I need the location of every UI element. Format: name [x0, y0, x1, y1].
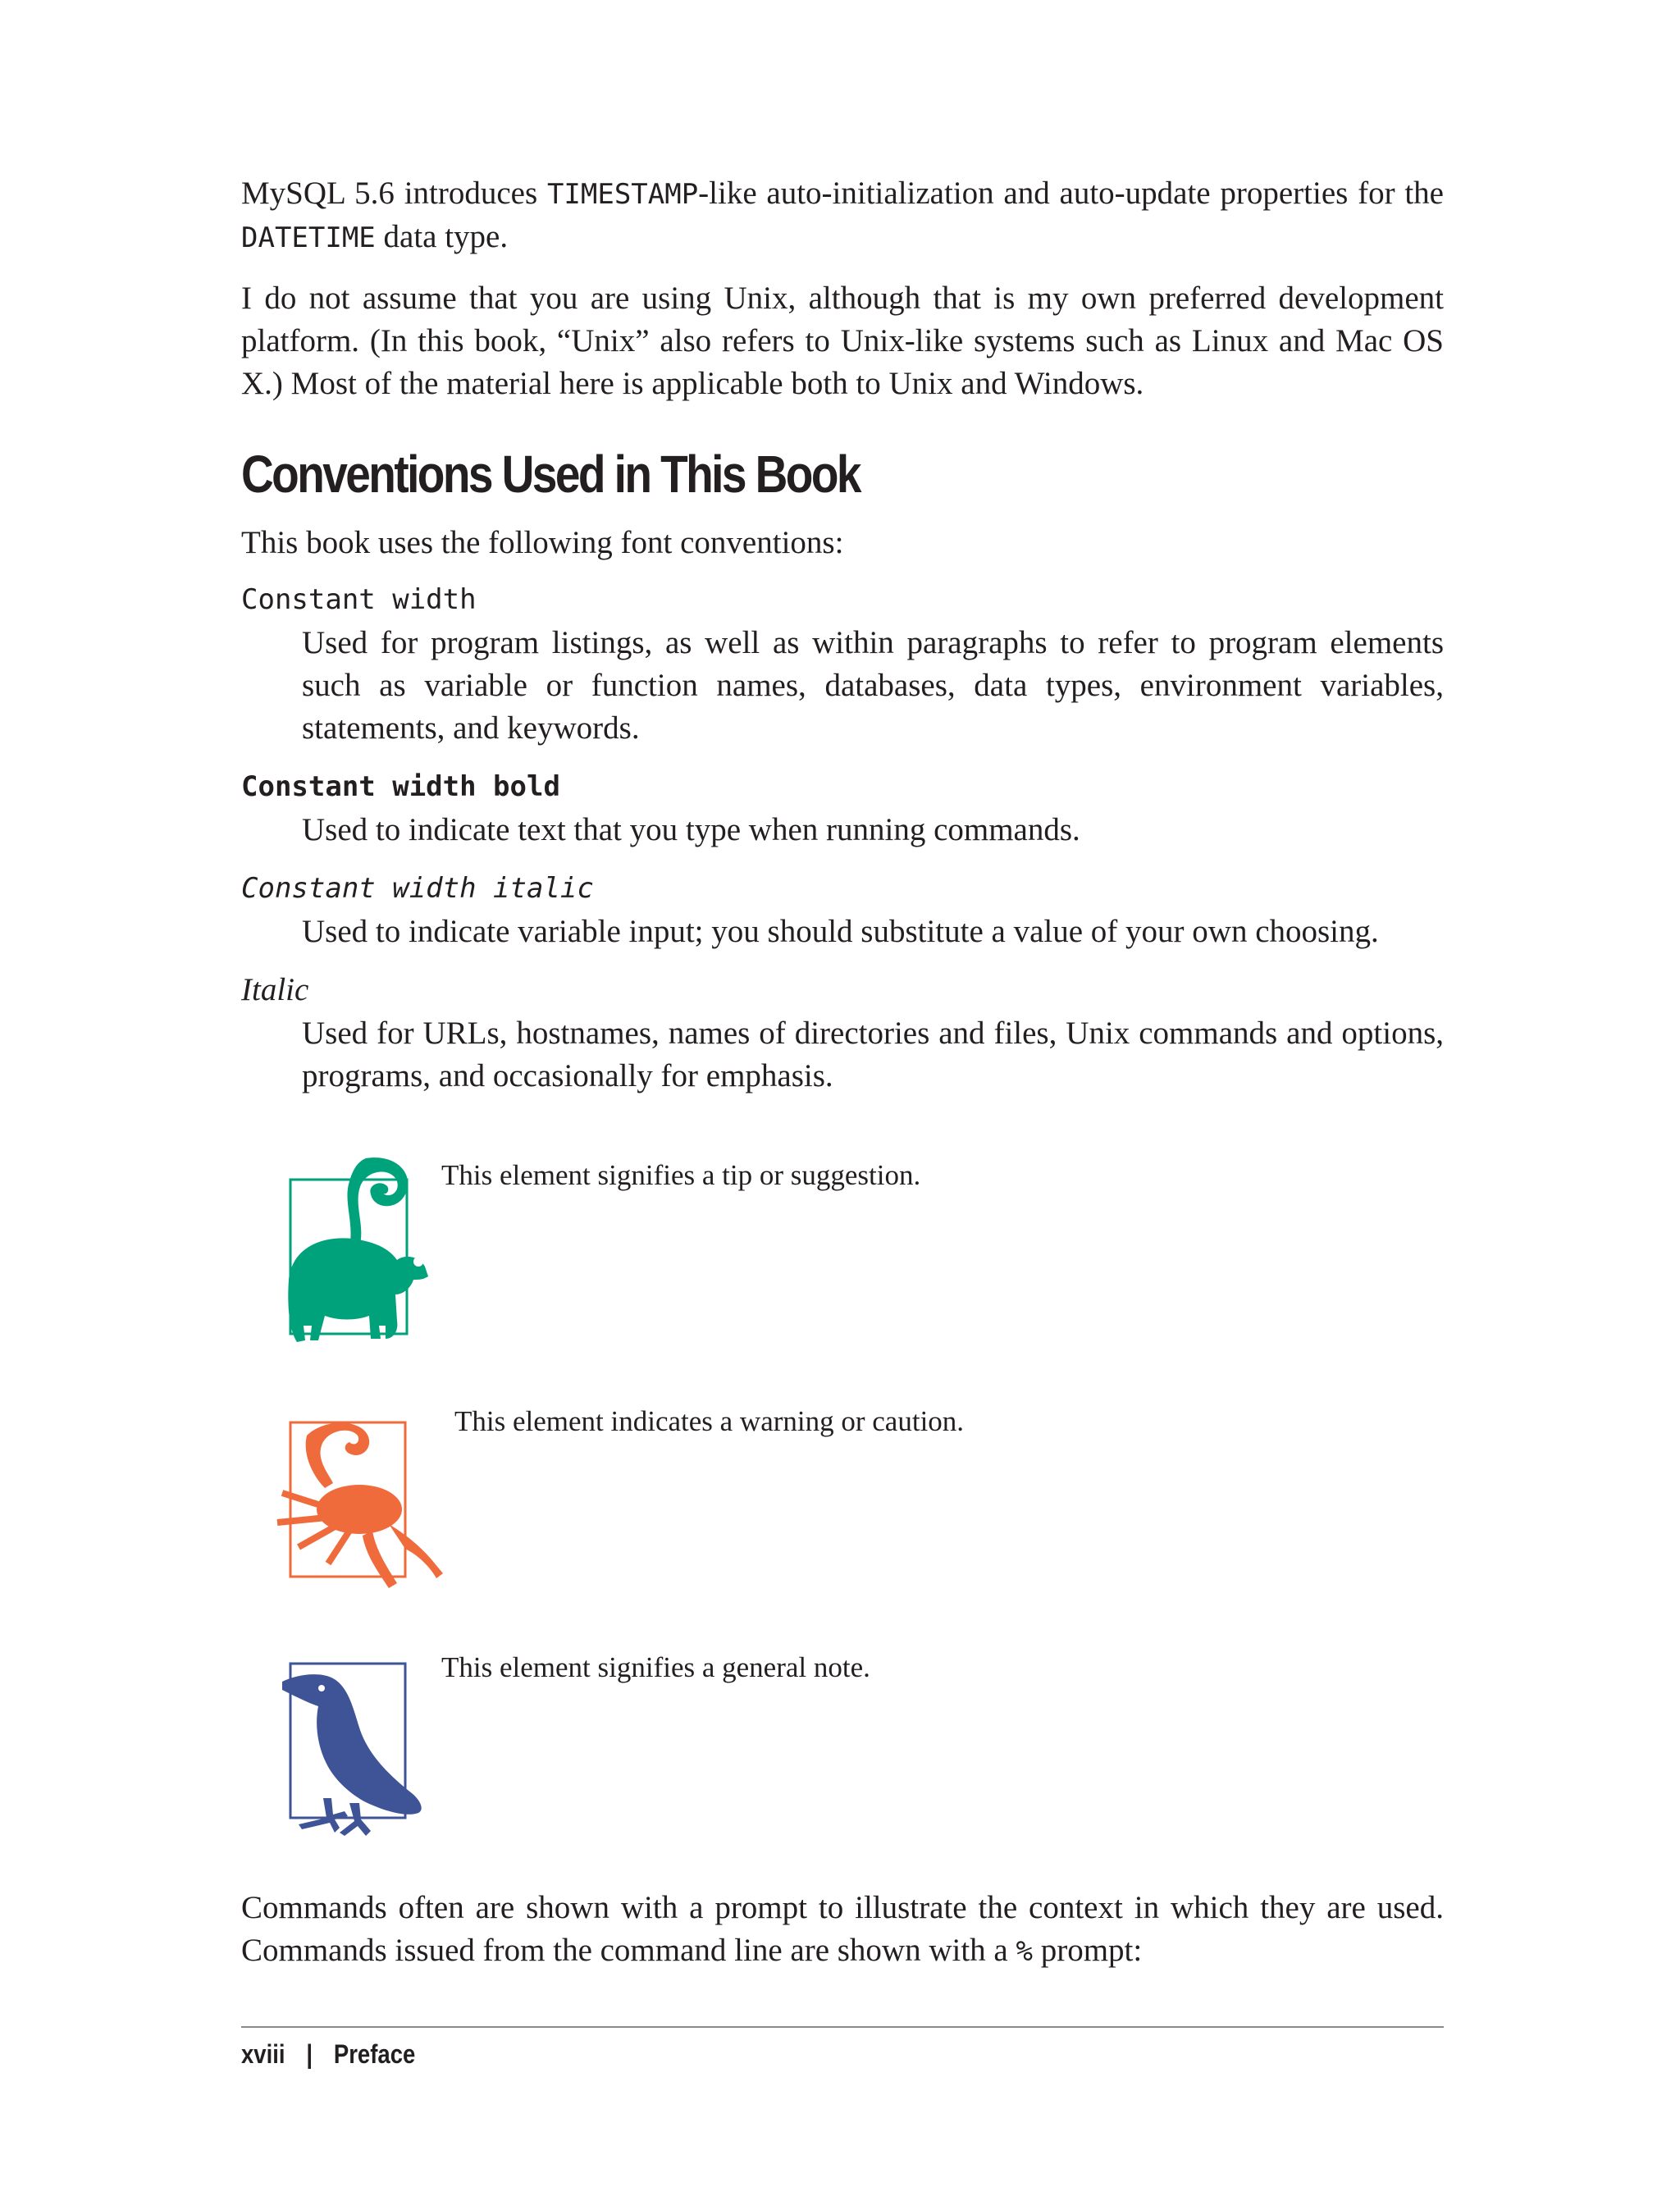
- footer-separator: |: [306, 2039, 313, 2069]
- page-footer: [241, 2036, 415, 2072]
- scorpion-icon: [274, 1403, 438, 1600]
- warning-callout: [241, 1403, 1444, 1600]
- footer-section: Preface: [333, 2039, 416, 2069]
- code-timestamp: TIMESTAMP: [546, 178, 699, 211]
- desc-constant-width: Used for program listings, as well as within paragraphs to refer to program elements such as variable or function names, databases, data types, environment variables, statements, and keywords.: [302, 625, 1444, 746]
- warning-text: This element indicates a warning or caution.: [454, 1405, 965, 1437]
- desc-constant-width-italic: Used to indicate variable input; you should substitute a value of your own choosing.: [302, 914, 1379, 949]
- note-callout: [241, 1649, 1444, 1846]
- term-italic: Italic: [241, 972, 309, 1007]
- code-prompt: %: [1016, 1935, 1033, 1968]
- section-heading: Conventions Used in This Book: [241, 445, 860, 504]
- desc-constant-width-bold: Used to indicate text that you type when running commands.: [302, 812, 1080, 847]
- paragraph-commands: Commands often are shown with a prompt to illustrate the context in which they are used. Commands issued from the command line are shown with a % prompt:: [241, 1890, 1444, 1968]
- term-constant-width-bold: Constant width bold: [241, 770, 560, 803]
- paragraph-mysql-intro: MySQL 5.6 introduces TIMESTAMP-like auto-initialization and auto-update properties for the DATETIME data type.: [241, 176, 1444, 254]
- paragraph-unix: I do not assume that you are using Unix, although that is my own preferred development platform. (In this book, “Unix” also refers to Unix-like systems such as Linux and Mac OS X.) Most of the material here is applicable both to Unix and Windows.: [241, 281, 1444, 401]
- tip-callout: [241, 1157, 1444, 1354]
- crow-icon: [274, 1649, 438, 1846]
- code-datetime: DATETIME: [241, 221, 376, 254]
- page-content: [241, 172, 1444, 1968]
- footer-rule: [241, 2026, 1444, 2028]
- term-constant-width: Constant width: [241, 583, 477, 616]
- note-text: This element signifies a general note.: [441, 1651, 870, 1683]
- lemur-icon: [274, 1157, 438, 1354]
- conventions-intro: This book uses the following font conventions:: [241, 525, 844, 560]
- conventions-list: [241, 581, 1444, 1098]
- page-number: xviii: [241, 2039, 285, 2069]
- desc-italic: Used for URLs, hostnames, names of directories and files, Unix commands and options, programs, and occasionally for emphasis.: [302, 1016, 1444, 1093]
- tip-text: This element signifies a tip or suggestion.: [441, 1159, 921, 1191]
- term-constant-width-italic: Constant width italic: [241, 872, 594, 905]
